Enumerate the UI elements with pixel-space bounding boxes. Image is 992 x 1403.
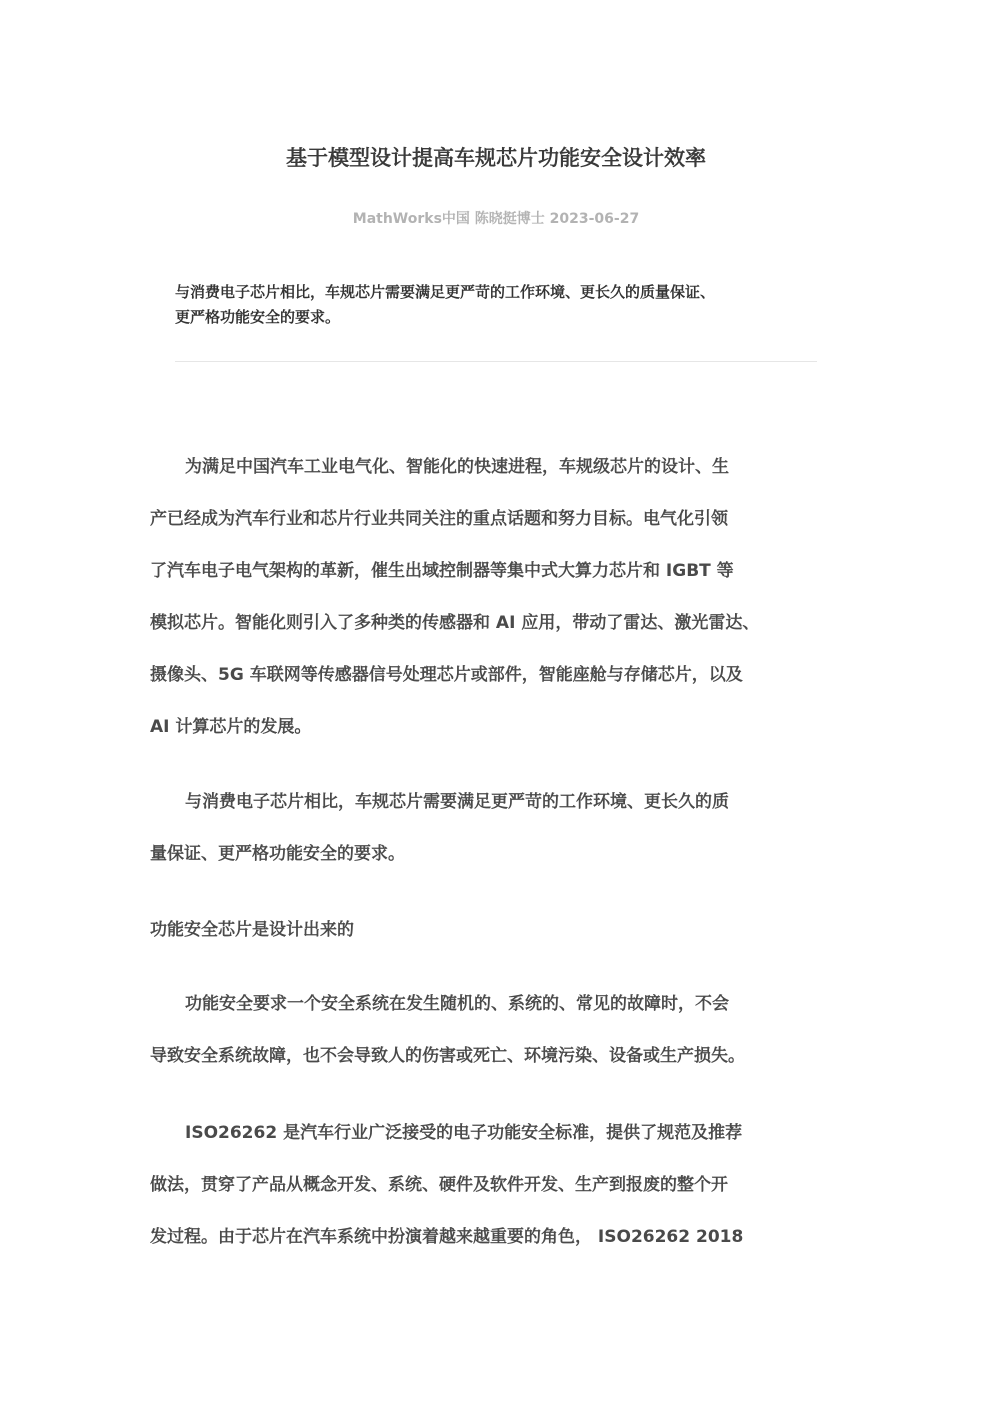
paragraph-line: 做法，贯穿了产品从概念开发、系统、硬件及软件开发、生产到报废的整个开 xyxy=(150,1175,728,1195)
paragraph-line: 量保证、更严格功能安全的要求。 xyxy=(150,844,405,864)
body-paragraph xyxy=(150,978,850,1082)
paragraph-line: 与消费电子芯片相比，车规芯片需要满足更严苛的工作环境、更长久的质 xyxy=(185,792,729,812)
paragraph-line: 发过程。由于芯片在汽车系统中扮演着越来越重要的角色， ISO26262 2018 xyxy=(150,1227,744,1247)
paragraph-line: 摄像头、5G 车联网等传感器信号处理芯片或部件，智能座舱与存储芯片，以及 xyxy=(150,665,743,685)
paragraph-line: 导致安全系统故障，也不会导致人的伤害或死亡、环境污染、设备或生产损失。 xyxy=(150,1046,745,1066)
paragraph-line: AI 计算芯片的发展。 xyxy=(150,717,312,737)
summary-divider xyxy=(175,361,817,362)
paragraph-line: 了汽车电子电气架构的革新，催生出域控制器等集中式大算力芯片和 IGBT 等 xyxy=(150,561,734,581)
summary-line: 与消费电子芯片相比，车规芯片需要满足更严苛的工作环境、更长久的质量保证、 xyxy=(175,283,716,301)
article-title: 基于模型设计提高车规芯片功能安全设计效率 xyxy=(286,146,706,170)
paragraph-line: 为满足中国汽车工业电气化、智能化的快速进程，车规级芯片的设计、生 xyxy=(185,457,729,477)
body-paragraph xyxy=(150,441,850,753)
section-heading xyxy=(150,904,850,956)
section-heading-text: 功能安全芯片是设计出来的 xyxy=(150,920,354,940)
paragraph-line: 产已经成为汽车行业和芯片行业共同关注的重点话题和努力目标。电气化引领 xyxy=(150,509,728,529)
body-paragraph xyxy=(150,776,850,880)
article-summary xyxy=(175,280,815,330)
paragraph-line: 功能安全要求一个安全系统在发生随机的、系统的、常见的故障时，不会 xyxy=(185,994,729,1014)
paragraph-line: 模拟芯片。智能化则引入了多种类的传感器和 AI 应用，带动了雷达、激光雷达、 xyxy=(150,613,760,633)
paragraph-line: ISO26262 是汽车行业广泛接受的电子功能安全标准，提供了规范及推荐 xyxy=(185,1123,743,1143)
body-paragraph xyxy=(150,1107,850,1263)
summary-line: 更严格功能安全的要求。 xyxy=(175,308,341,326)
article-byline: MathWorks中国 陈晓挺博士 2023-06-27 xyxy=(352,211,640,227)
